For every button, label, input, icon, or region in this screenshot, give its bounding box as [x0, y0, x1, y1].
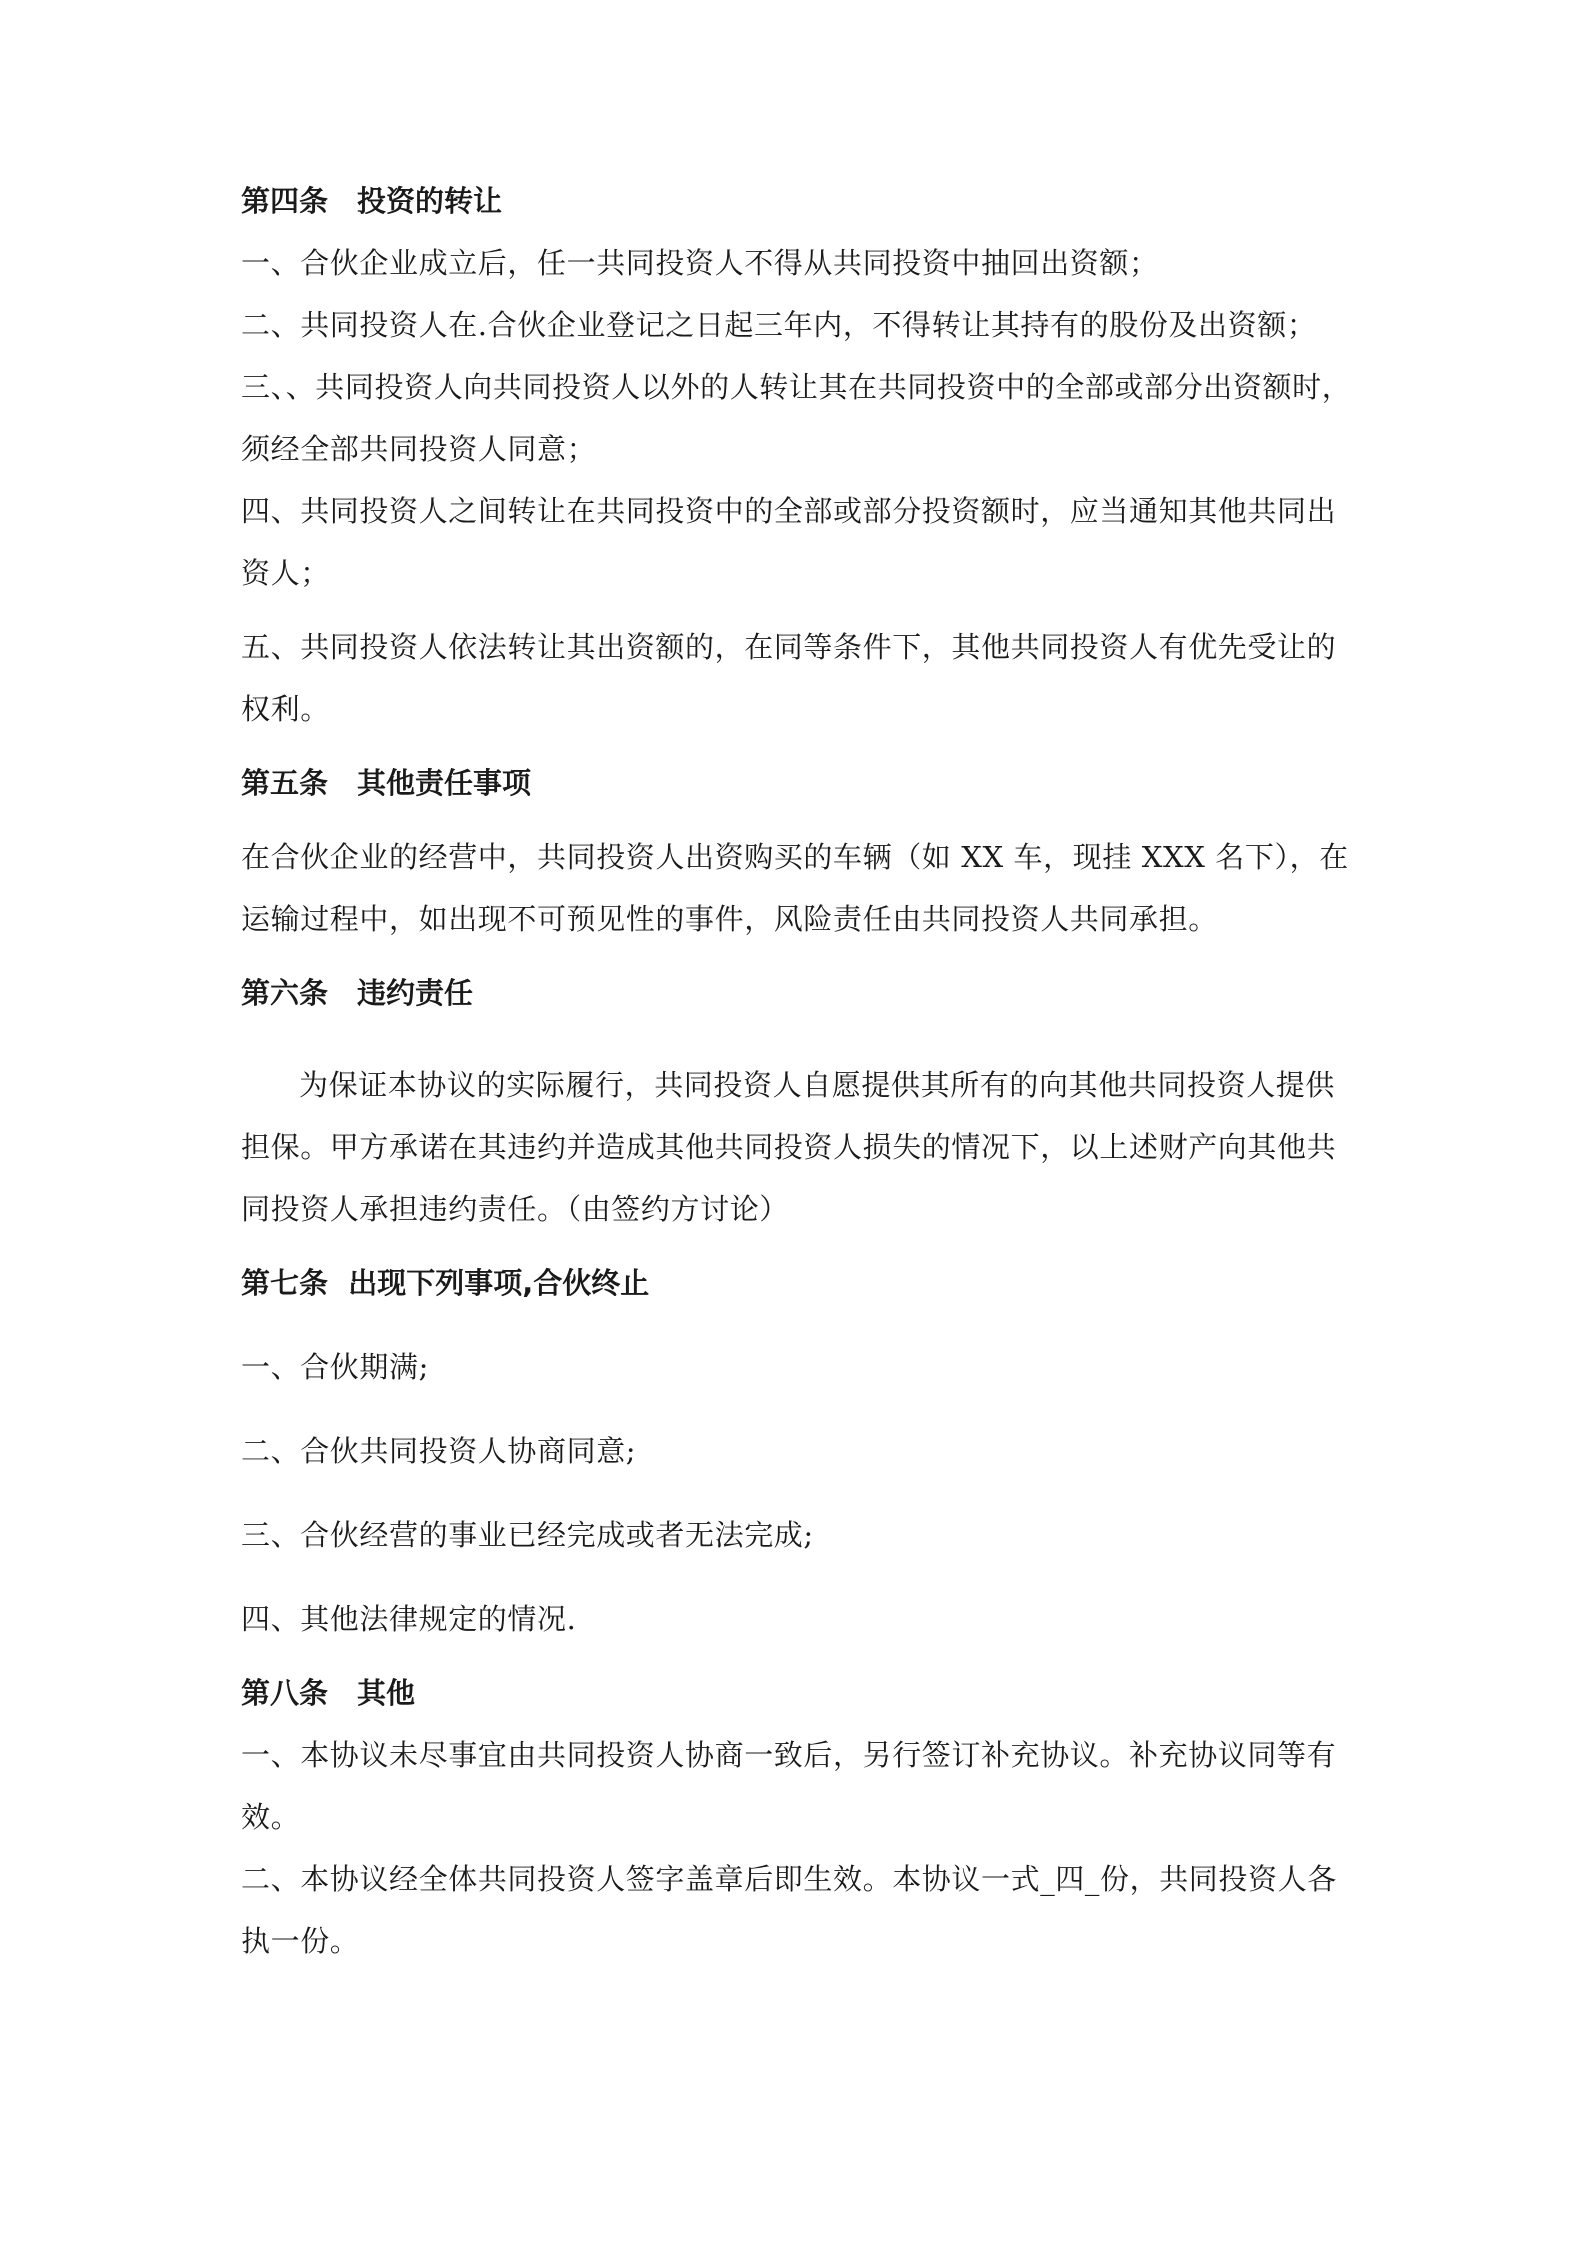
article-7-item-4: 四、其他法律规定的情况.	[241, 1602, 577, 1636]
article-4-heading: 第四条 投资的转让	[241, 184, 503, 218]
article-4-item-4: 四、共同投资人之间转让在共同投资中的全部或部分投资额时，应当通知其他共同出资人；	[241, 494, 1337, 590]
article-5-body: 在合伙企业的经营中，共同投资人出资购买的车辆（如 XX 车，现挂 XXX 名下），在运输过程中，如出现不可预见性的事件，风险责任由共同投资人共同承担。	[241, 840, 1349, 936]
article-6-body: 为保证本协议的实际履行，共同投资人自愿提供其所有的向其他共同投资人提供担保。甲方承诺在其违约并造成其他共同投资人损失的情况下，以上述财产向其他共同投资人承担违约责任。（由签约方讨论）	[241, 1068, 1337, 1226]
article-7-item-1: 一、合伙期满;	[241, 1350, 429, 1384]
article-4-item-1: 一、合伙企业成立后，任一共同投资人不得从共同投资中抽回出资额；	[241, 246, 1159, 280]
article-5-heading: 第五条 其他责任事项	[241, 766, 532, 800]
article-8-item-2: 二、本协议经全体共同投资人签字盖章后即生效。本协议一式_四_份，共同投资人各执一份。	[241, 1862, 1337, 1958]
article-8-item-1: 一、本协议未尽事宜由共同投资人协商一致后，另行签订补充协议。补充协议同等有效。	[241, 1738, 1337, 1834]
article-7-item-2: 二、合伙共同投资人协商同意;	[241, 1434, 637, 1468]
article-4-item-5: 五、共同投资人依法转让其出资额的，在同等条件下，其他共同投资人有优先受让的权利。	[241, 630, 1337, 726]
article-4-item-2: 二、共同投资人在.合伙企业登记之日起三年内，不得转让其持有的股份及出资额；	[241, 308, 1317, 342]
article-6-heading: 第六条 违约责任	[241, 976, 474, 1010]
article-7-heading: 第七条 出现下列事项,合伙终止	[241, 1266, 650, 1300]
article-7-item-3: 三、合伙经营的事业已经完成或者无法完成;	[241, 1518, 814, 1552]
article-8-heading: 第八条 其他	[241, 1676, 416, 1710]
document-content	[241, 170, 1356, 1972]
article-4-item-3: 三、、共同投资人向共同投资人以外的人转让其在共同投资中的全部或部分出资额时，须经全部共同投资人同意；	[241, 370, 1352, 466]
